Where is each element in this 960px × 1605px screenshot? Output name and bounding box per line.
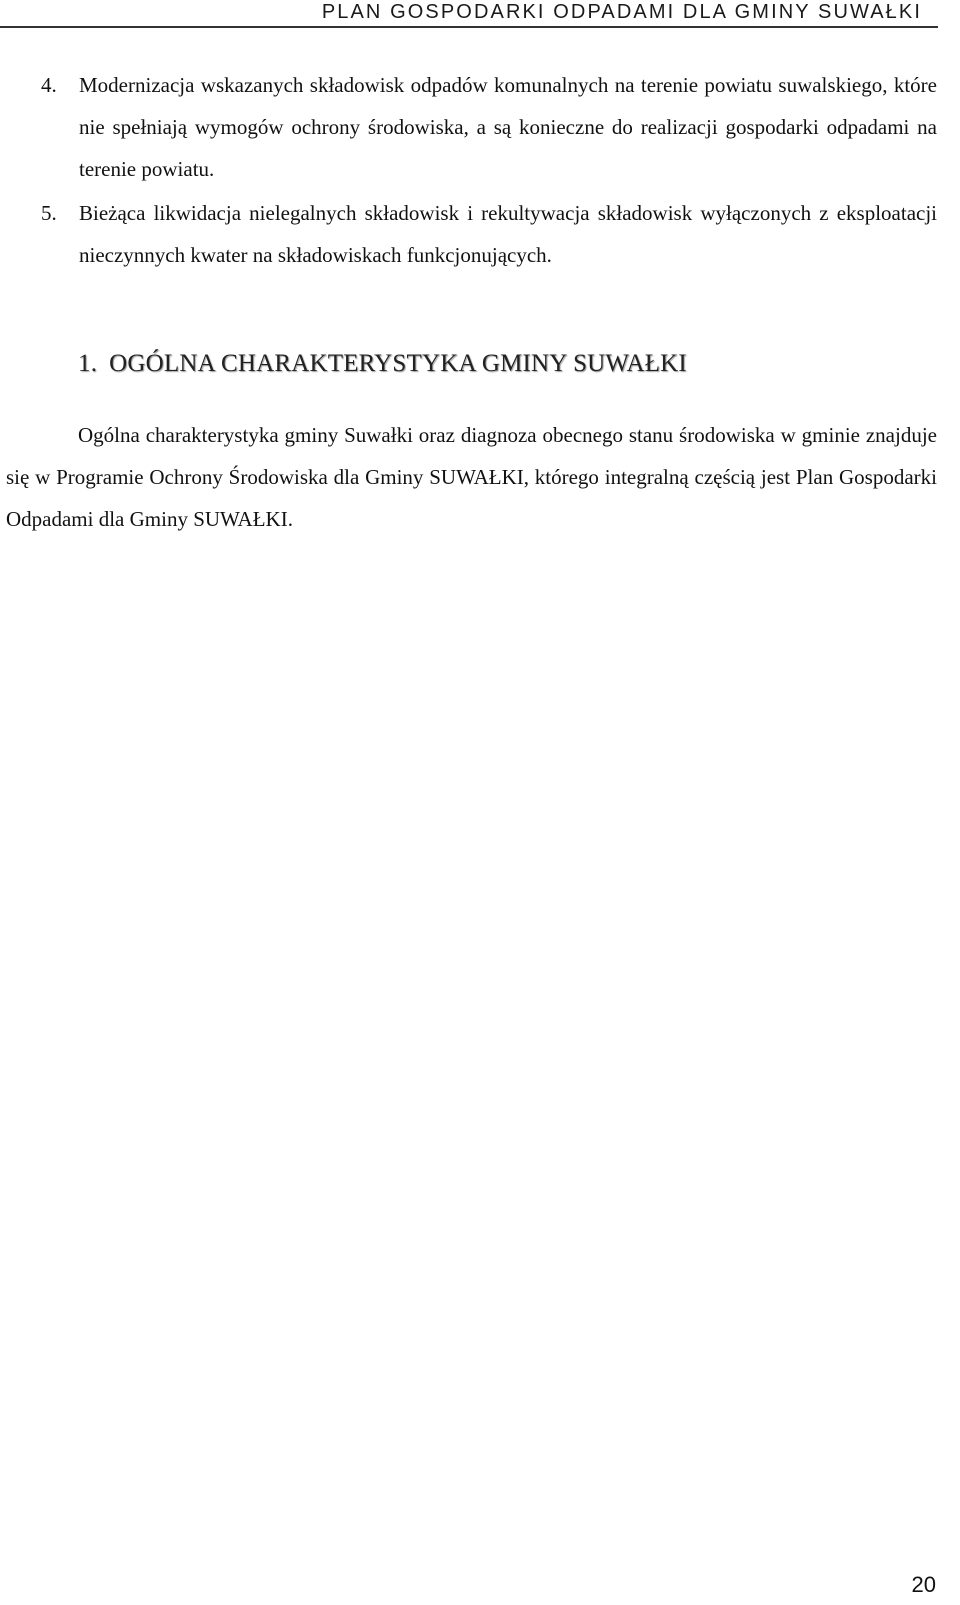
list-item (0, 192, 938, 276)
list-item-text: Modernizacja wskazanych składowisk odpadów komunalnych na terenie powiatu suwalskiego, które nie spełniają wymogów ochrony środowiska, a są konieczne do realizacji gospodarki odpadami na terenie powiatu. (79, 73, 937, 181)
section-title: OGÓLNA CHARAKTERYSTYKA GMINY SUWAŁKI (109, 350, 687, 377)
section-heading (78, 350, 687, 378)
page-header (0, 0, 938, 28)
list-item-text: Bieżąca likwidacja nielegalnych składowisk i rekultywacja składowisk wyłączonych z eksploatacji nieczynnych kwater na składowiskach funkcjonujących. (79, 201, 937, 267)
body-paragraph: Ogólna charakterystyka gminy Suwałki oraz diagnoza obecnego stanu środowiska w gminie znajduje się w Programie Ochrony Środowiska dla Gminy SUWAŁKI, którego integralną częścią jest Plan Gospodarki Odpadami dla Gminy SUWAŁKI. (6, 423, 937, 531)
list-item-number: 4. (41, 73, 57, 97)
page-number: 20 (911, 1572, 936, 1597)
section-number: 1. (78, 350, 98, 377)
header-title: PLAN GOSPODARKI ODPADAMI DLA GMINY SUWAŁKI (321, 1, 922, 23)
list-item (0, 64, 938, 190)
list-item-number: 5. (41, 201, 57, 225)
